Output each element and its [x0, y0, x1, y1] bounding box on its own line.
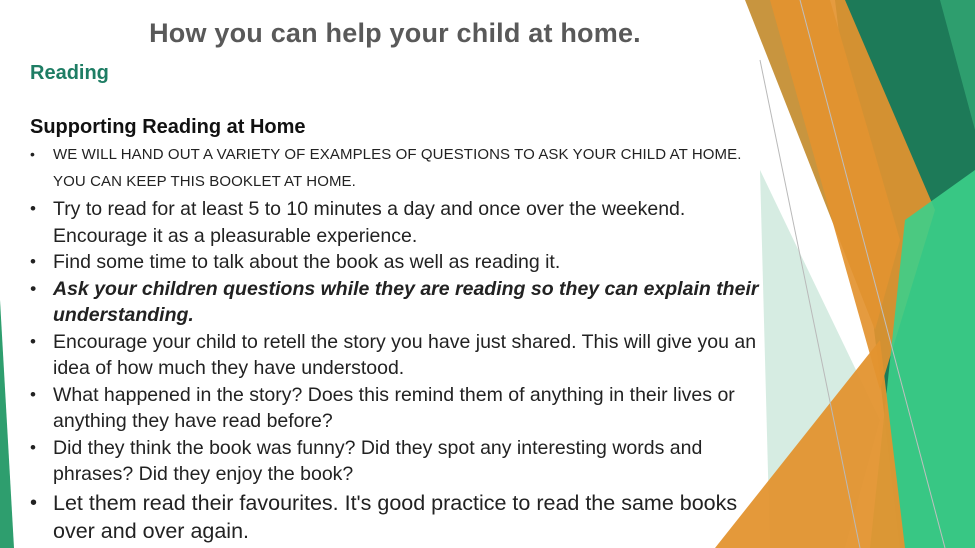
bullet-item: • Ask your children questions while they are reading so they can explain their understanding.: [28, 276, 778, 329]
left-green-sliver: [0, 300, 14, 548]
slide-title: How you can help your child at home.: [149, 18, 641, 48]
bullet-list: [28, 141, 778, 545]
bullet-item: • Let them read their favourites. It's good practice to read the same books over and over again.: [28, 489, 778, 545]
bullet-item: • What happened in the story? Does this remind them of anything in their lives or anything they have read before?: [28, 382, 778, 435]
bullet-item: • Find some time to talk about the book as well as reading it.: [28, 249, 778, 276]
section-label: Reading: [30, 62, 109, 84]
bullet-item: • Try to read for at least 5 to 10 minutes a day and once over the weekend. Encourage it as a pleasurable experience.: [28, 196, 778, 249]
bullet-item: • Encourage your child to retell the story you have just shared. This will give you an idea of how much they have understood.: [28, 329, 778, 382]
bullet-item: • Did they think the book was funny? Did they spot any interesting words and phrases? Did they enjoy the book?: [28, 435, 778, 488]
subheading: Supporting Reading at Home: [30, 116, 306, 138]
bullet-item: • WE WILL HAND OUT A VARIETY OF EXAMPLES OF QUESTIONS TO ASK YOUR CHILD AT HOME. YOU CAN KEEP THIS BOOKLET AT HOME.: [28, 141, 778, 195]
